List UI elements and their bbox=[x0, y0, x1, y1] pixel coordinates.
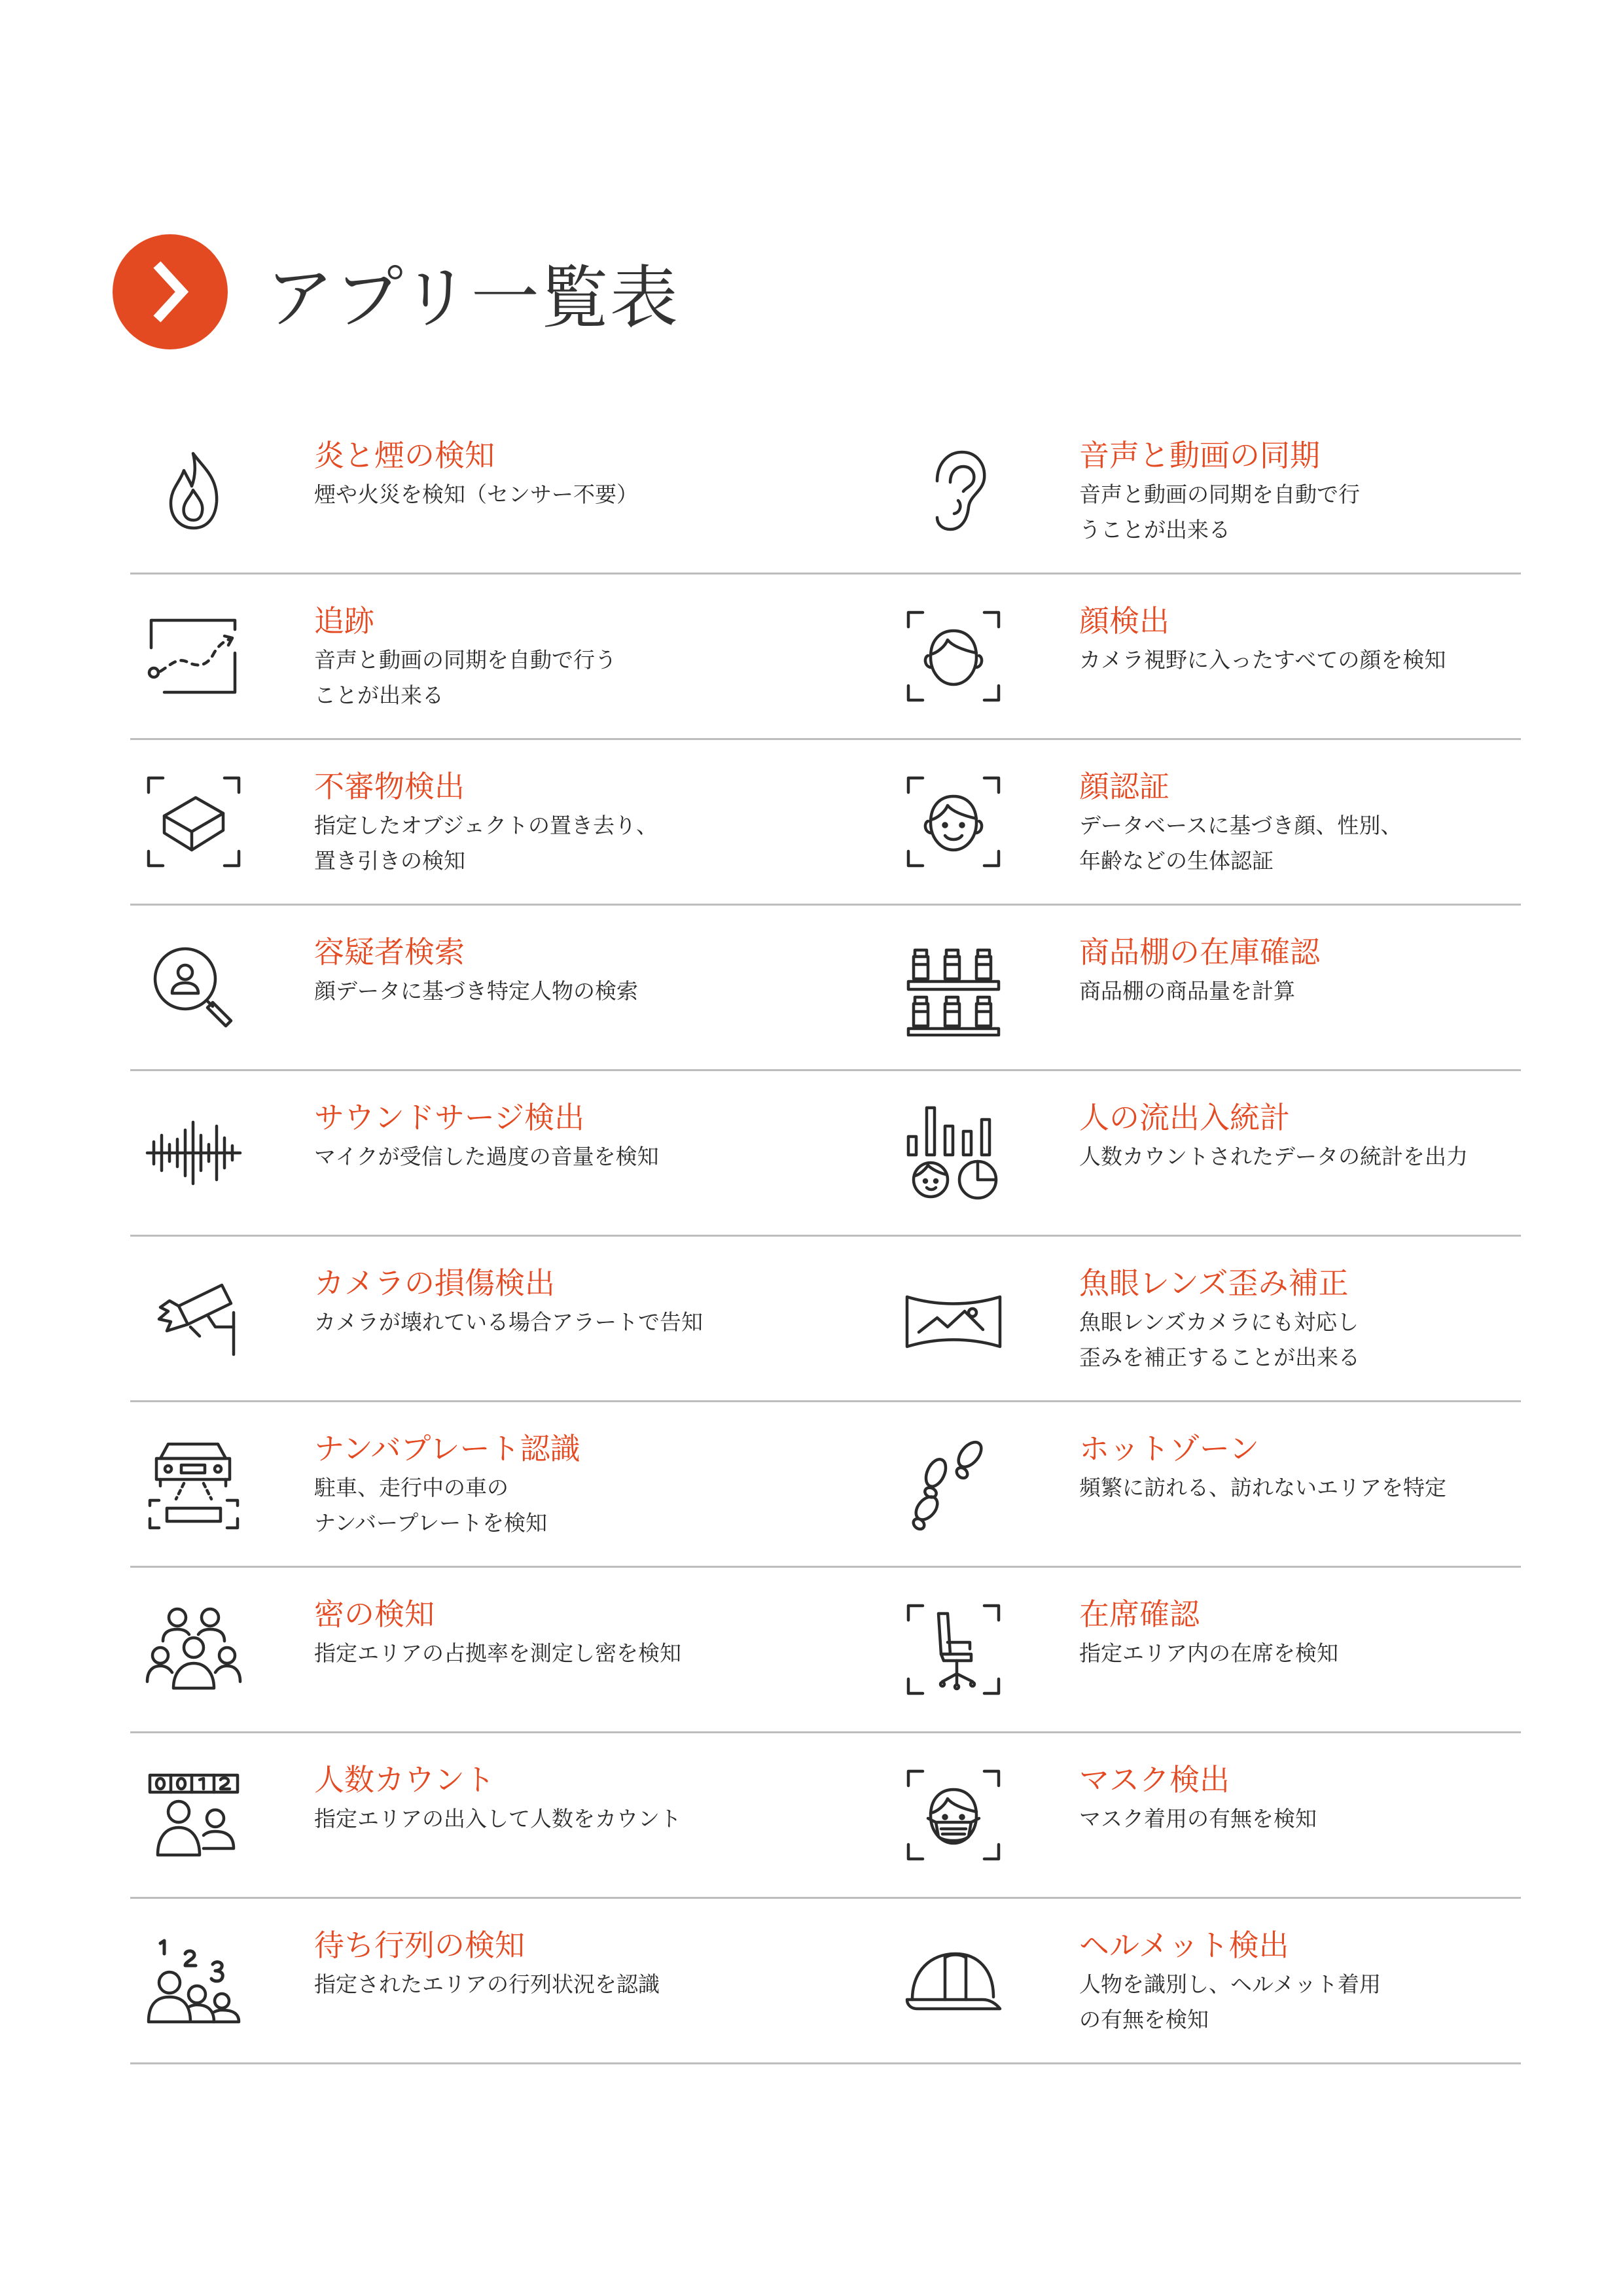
app-item-hot-zone bbox=[840, 1402, 1521, 1566]
app-item-license-plate bbox=[130, 1402, 840, 1566]
sound-wave-icon bbox=[145, 1104, 243, 1202]
app-item-helmet-detection bbox=[840, 1899, 1521, 2062]
app-list bbox=[130, 409, 1521, 2064]
queue-icon bbox=[145, 1932, 243, 2030]
footprints-icon bbox=[904, 1435, 1003, 1533]
app-title: 炎と煙の検知 bbox=[314, 438, 495, 473]
app-item-crowd-detection bbox=[130, 1568, 840, 1731]
app-title: 音声と動画の同期 bbox=[1079, 438, 1320, 473]
app-item-suspect-search bbox=[130, 906, 840, 1069]
app-description: マイクが受信した過度の音量を検知 bbox=[314, 1144, 659, 1169]
mask-face-icon bbox=[904, 1766, 1003, 1864]
license-plate-car-icon bbox=[145, 1435, 243, 1533]
app-description: 煙や火災を検知（センサー不要） bbox=[314, 482, 638, 507]
app-item-fisheye-correction bbox=[840, 1237, 1521, 1400]
app-title: カメラの損傷検出 bbox=[314, 1265, 555, 1301]
shelf-inventory-icon bbox=[904, 938, 1003, 1036]
app-title: 在席確認 bbox=[1079, 1597, 1200, 1632]
app-row bbox=[130, 574, 1521, 740]
app-title: 人の流出入統計 bbox=[1079, 1100, 1290, 1135]
app-row bbox=[130, 1402, 1521, 1568]
app-title: サウンドサージ検出 bbox=[314, 1100, 585, 1135]
app-title: 人数カウント bbox=[314, 1762, 495, 1797]
app-description: カメラが壊れている場合アラートで告知 bbox=[314, 1309, 703, 1335]
app-description: 顔データに基づき特定人物の検索 bbox=[314, 978, 638, 1004]
app-description: 魚眼レンズカメラにも対応し 歪みを補正することが出来る bbox=[1079, 1309, 1360, 1370]
ear-icon bbox=[904, 442, 1003, 540]
app-description: 音声と動画の同期を自動で行う ことが出来る bbox=[314, 647, 616, 708]
person-search-icon bbox=[145, 938, 243, 1036]
app-item-seat-occupancy bbox=[840, 1568, 1521, 1731]
app-title: 不審物検出 bbox=[314, 769, 465, 804]
app-title: ヘルメット検出 bbox=[1079, 1928, 1289, 1963]
crowd-icon bbox=[145, 1600, 243, 1699]
app-item-av-sync bbox=[840, 409, 1521, 573]
app-description: カメラ視野に入ったすべての顔を検知 bbox=[1079, 647, 1446, 673]
people-statistics-icon bbox=[904, 1104, 1003, 1202]
app-item-people-flow bbox=[840, 1071, 1521, 1235]
app-title: ナンバプレート認識 bbox=[314, 1431, 580, 1466]
app-item-camera-damage bbox=[130, 1237, 840, 1400]
flame-icon bbox=[145, 442, 243, 540]
app-row bbox=[130, 1899, 1521, 2064]
app-row bbox=[130, 1071, 1521, 1237]
face-detect-icon bbox=[904, 607, 1003, 705]
app-description: 人数カウントされたデータの統計を出力 bbox=[1079, 1144, 1468, 1169]
people-counter-icon bbox=[145, 1766, 243, 1864]
suspicious-box-icon bbox=[145, 773, 243, 871]
app-title: 魚眼レンズ歪み補正 bbox=[1079, 1265, 1349, 1301]
app-row bbox=[130, 409, 1521, 574]
app-item-queue-detection bbox=[130, 1899, 840, 2062]
app-description: 指定エリアの占拠率を測定し密を検知 bbox=[314, 1640, 681, 1666]
app-item-sound-surge bbox=[130, 1071, 840, 1235]
app-title: マスク検出 bbox=[1079, 1762, 1230, 1797]
app-item-abandoned-object bbox=[130, 740, 840, 904]
app-row bbox=[130, 1733, 1521, 1899]
app-description: 指定エリア内の在席を検知 bbox=[1079, 1640, 1338, 1666]
app-row bbox=[130, 740, 1521, 906]
app-description: 指定したオブジェクトの置き去り、 置き引きの検知 bbox=[314, 813, 658, 874]
app-item-face-detection bbox=[840, 574, 1521, 738]
app-row bbox=[130, 906, 1521, 1071]
app-description: 駐車、走行中の車の ナンバープレートを検知 bbox=[314, 1475, 548, 1536]
app-title: 追跡 bbox=[314, 603, 374, 639]
app-title: 密の検知 bbox=[314, 1597, 435, 1632]
app-description: 指定されたエリアの行列状況を認識 bbox=[314, 1971, 660, 1997]
app-row bbox=[130, 1237, 1521, 1402]
app-description: 商品棚の商品量を計算 bbox=[1079, 978, 1295, 1004]
office-chair-icon bbox=[904, 1600, 1003, 1699]
app-description: 指定エリアの出入して人数をカウント bbox=[314, 1806, 681, 1831]
app-item-shelf-stock bbox=[840, 906, 1521, 1069]
app-item-tracking bbox=[130, 574, 840, 738]
app-item-mask-detection bbox=[840, 1733, 1521, 1897]
app-title: 待ち行列の検知 bbox=[314, 1928, 525, 1963]
app-item-people-count bbox=[130, 1733, 840, 1897]
app-title: 容疑者検索 bbox=[314, 934, 465, 970]
app-item-flame-smoke bbox=[130, 409, 840, 573]
app-item-face-recognition bbox=[840, 740, 1521, 904]
app-title: 顔検出 bbox=[1079, 603, 1169, 639]
app-description: 人物を識別し、ヘルメット着用 の有無を検知 bbox=[1079, 1971, 1382, 2032]
app-description: マスク着用の有無を検知 bbox=[1079, 1806, 1317, 1831]
app-description: 頻繁に訪れる、訪れないエリアを特定 bbox=[1079, 1475, 1446, 1500]
page-header bbox=[113, 232, 679, 351]
app-description: データベースに基づき顔、性別、 年齢などの生体認証 bbox=[1079, 813, 1402, 874]
app-description: 音声と動画の同期を自動で行 うことが出来る bbox=[1079, 482, 1360, 542]
app-title: 商品棚の在庫確認 bbox=[1079, 934, 1320, 970]
fisheye-panorama-icon bbox=[904, 1269, 1003, 1368]
page-title: アプリ一覧表 bbox=[266, 258, 679, 338]
app-title: 顔認証 bbox=[1079, 769, 1169, 804]
face-recognition-icon bbox=[904, 773, 1003, 871]
helmet-icon bbox=[904, 1932, 1003, 2030]
tracking-path-icon bbox=[145, 607, 243, 705]
chevron-right-icon bbox=[113, 234, 228, 349]
app-row bbox=[130, 1568, 1521, 1733]
broken-camera-icon bbox=[145, 1269, 243, 1368]
app-title: ホットゾーン bbox=[1079, 1431, 1260, 1466]
